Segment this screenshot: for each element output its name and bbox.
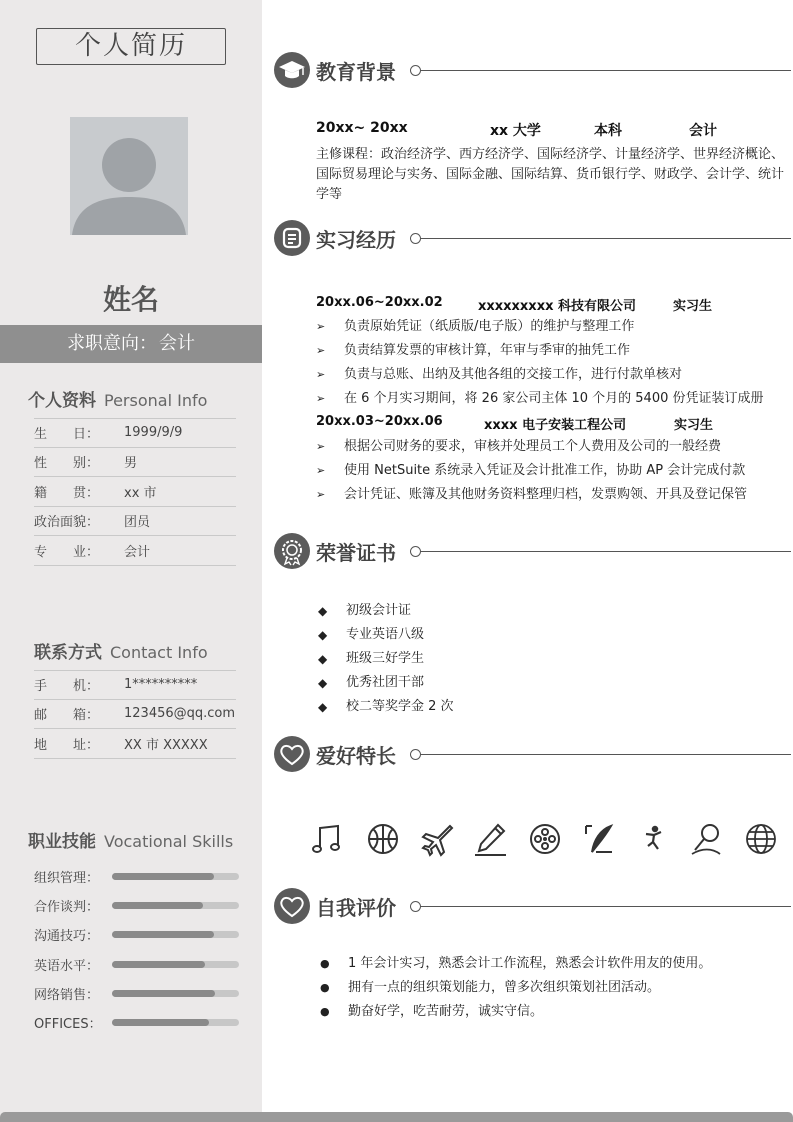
skill-row [34,862,244,891]
globe-icon [740,818,782,860]
section-internship [274,220,793,256]
section-divider-dot [410,901,421,912]
job-role: 实习生 [674,418,714,433]
graduation-cap-icon [274,52,310,88]
contact-info-heading-en: Contact Info [110,643,208,662]
skill-bar-fill [112,961,205,968]
job-duties [316,435,786,507]
info-value: 男 [124,456,138,472]
section-title: 荣誉证书 [316,541,396,565]
eval-text: 勤奋好学，吃苦耐劳，诚实守信。 [348,1004,544,1019]
section-title: 实习经历 [316,228,396,252]
duty-text: 负责原始凭证（纸质版/电子版）的维护与整理工作 [344,319,635,334]
diamond-bullet-icon: ◆ [318,628,328,642]
music-icon [308,818,350,860]
dot-bullet-icon: ● [320,957,330,970]
info-label: 地 址： [34,737,100,753]
list-item [316,315,786,339]
eval-text: 1 年会计实习，熟悉会计工作流程，熟悉会计软件用友的使用。 [348,956,712,971]
personal-info-heading-cn: 个人资料 [28,391,96,411]
sidebar [0,0,262,1122]
list-item [318,623,454,647]
list-item [318,695,454,719]
skill-bar-fill [112,931,214,938]
info-row-hometown [34,477,236,507]
info-label: 专 业： [34,544,100,560]
resume-title: 个人简历 [36,28,226,65]
info-value: XX 市 XXXXX [124,737,208,753]
diamond-bullet-icon: ◆ [318,604,328,618]
list-item [320,976,711,1000]
skill-label: 英语水平： [34,958,100,974]
skill-bar [112,961,239,968]
contact-info-list [34,670,236,759]
writing-icon [470,818,512,860]
personal-info-list [34,418,236,566]
honor-text: 专业英语八级 [346,627,425,642]
duty-text: 负责结算发票的审核计算，年审与季审的抽凭工作 [344,343,631,358]
info-label: 性 别： [34,456,100,472]
footer-bar [0,1112,793,1122]
contact-info-heading-cn: 联系方式 [34,643,102,663]
dot-bullet-icon: ● [320,1005,330,1018]
list-item [316,363,786,387]
job-duties [316,315,786,411]
eval-text: 拥有一点的组织策划能力，曾多次组织策划社团活动。 [348,980,661,995]
section-title: 自我评价 [316,896,396,920]
skills-heading-en: Vocational Skills [104,832,234,851]
info-value: 会计 [124,544,151,560]
section-honors [274,533,793,569]
info-row-email [34,700,236,730]
arrow-bullet-icon: ➢ [316,488,326,501]
avatar [70,117,188,235]
skill-bar [112,1019,239,1026]
section-title: 爱好特长 [316,744,396,768]
duty-text: 使用 NetSuite 系统录入凭证及会计批准工作，协助 AP 会计完成付款 [344,463,746,478]
section-divider [410,551,791,552]
film-reel-icon [524,818,566,860]
airplane-icon [416,818,458,860]
document-icon [274,220,310,256]
section-divider [410,906,791,907]
self-evaluation-list [320,952,711,1024]
info-row-major [34,536,236,566]
skill-bar [112,931,239,938]
honors-list [318,599,454,719]
skill-label: 沟通技巧： [34,929,100,945]
skill-row [34,950,244,979]
info-value: 1999/9/9 [124,425,183,441]
candidate-name: 姓名 [102,283,159,316]
section-divider [410,238,791,239]
info-label: 生 日： [34,427,100,443]
arrow-bullet-icon: ➢ [316,392,326,405]
section-divider-dot [410,233,421,244]
skill-label: 网络销售： [34,987,100,1003]
badminton-icon [686,818,728,860]
info-value: 团员 [124,515,151,531]
education-major: 会计 [689,123,717,139]
info-row-gender [34,448,236,478]
hobbies-row [308,818,778,860]
honor-text: 班级三好学生 [346,651,425,666]
personal-info-heading [28,386,207,411]
job-period: 20xx.06~20xx.02 [316,295,443,310]
list-item [316,435,786,459]
list-item [318,647,454,671]
heart-icon [274,888,310,924]
job-period: 20xx.03~20xx.06 [316,414,443,429]
heart-icon [274,736,310,772]
info-row-phone [34,670,236,700]
list-item [318,599,454,623]
dance-icon [632,818,674,860]
info-value: xx 市 [124,485,157,501]
arrow-bullet-icon: ➢ [316,344,326,357]
honor-text: 初级会计证 [346,603,412,618]
skill-label: 合作谈判： [34,900,100,916]
job-company: xxxxxxxxx 科技有限公司 [478,299,636,314]
info-row-birthday [34,418,236,448]
list-item [320,1000,711,1024]
duty-text: 会计凭证、账簿及其他财务资料整理归档，发票购领、开具及登记保管 [344,487,748,502]
skill-row [34,920,244,949]
skills-heading-cn: 职业技能 [28,832,96,852]
info-label: 籍 贯： [34,485,100,501]
arrow-bullet-icon: ➢ [316,440,326,453]
skill-bar [112,873,239,880]
info-row-address [34,729,236,759]
contact-info-heading [34,638,208,663]
section-title: 教育背景 [316,60,396,84]
skill-bar [112,902,239,909]
list-item [316,387,786,411]
section-self-evaluation [274,888,793,924]
list-item [316,459,786,483]
section-divider-dot [410,65,421,76]
duty-text: 负责与总账、出纳及其他各组的交接工作，进行付款单核对 [344,367,683,382]
info-value: 123456@qq.com [124,706,236,722]
diamond-bullet-icon: ◆ [318,676,328,690]
section-education [274,52,793,88]
arrow-bullet-icon: ➢ [316,368,326,381]
duty-text: 在 6 个月实习期间，将 26 家公司主体 10 个月的 5400 份凭证装订成册 [344,391,764,406]
skill-row [34,979,244,1008]
skills-heading [28,827,233,852]
diamond-bullet-icon: ◆ [318,700,328,714]
list-item [316,483,786,507]
info-row-political [34,507,236,537]
section-divider-dot [410,749,421,760]
duty-text: 根据公司财务的要求，审核并处理员工个人费用及公司的一般经费 [344,439,722,454]
painting-icon [578,818,620,860]
section-divider [410,754,791,755]
job-intent-label: 求职意向： [67,333,157,354]
list-item [320,952,711,976]
job-company: xxxx 电子安装工程公司 [484,418,627,433]
section-divider-dot [410,546,421,557]
honor-text: 优秀社团干部 [346,675,425,690]
avatar-placeholder-icon [70,117,188,235]
skill-bar-fill [112,902,203,909]
education-period: 20xx~ 20xx [316,120,408,136]
job-role: 实习生 [673,299,713,314]
skill-row [34,891,244,920]
section-hobbies [274,736,793,772]
skill-bar-fill [112,873,214,880]
section-divider [410,70,791,71]
education-courses: 主修课程：政治经济学、西方经济学、国际经济学、计量经济学、世界经济概论、国际贸易理论与实务、国际金融、国际结算、货币银行学、财政学、会计学、统计学等 [316,147,785,202]
info-label: 邮 箱： [34,708,100,724]
job-intent-value: 会计 [159,333,195,354]
info-label: 手 机： [34,679,100,695]
skill-bar [112,990,239,997]
skill-bar-fill [112,1019,209,1026]
arrow-bullet-icon: ➢ [316,464,326,477]
diamond-bullet-icon: ◆ [318,652,328,666]
skill-bar-fill [112,990,215,997]
education-degree: 本科 [594,123,622,139]
honor-text: 校二等奖学金 2 次 [346,699,454,714]
job-intent [0,325,262,363]
basketball-icon [362,818,404,860]
skill-row [34,1008,244,1037]
info-value: 1********** [124,677,198,693]
info-label: 政治面貌： [34,515,100,531]
education-school: xx 大学 [490,123,541,139]
personal-info-heading-en: Personal Info [104,391,208,410]
skill-label: 组织管理： [34,871,100,887]
arrow-bullet-icon: ➢ [316,320,326,333]
skills-list [34,862,244,1037]
list-item [316,339,786,363]
award-badge-icon [274,533,310,569]
dot-bullet-icon: ● [320,981,330,994]
list-item [318,671,454,695]
skill-label: OFFICES： [34,1017,102,1033]
